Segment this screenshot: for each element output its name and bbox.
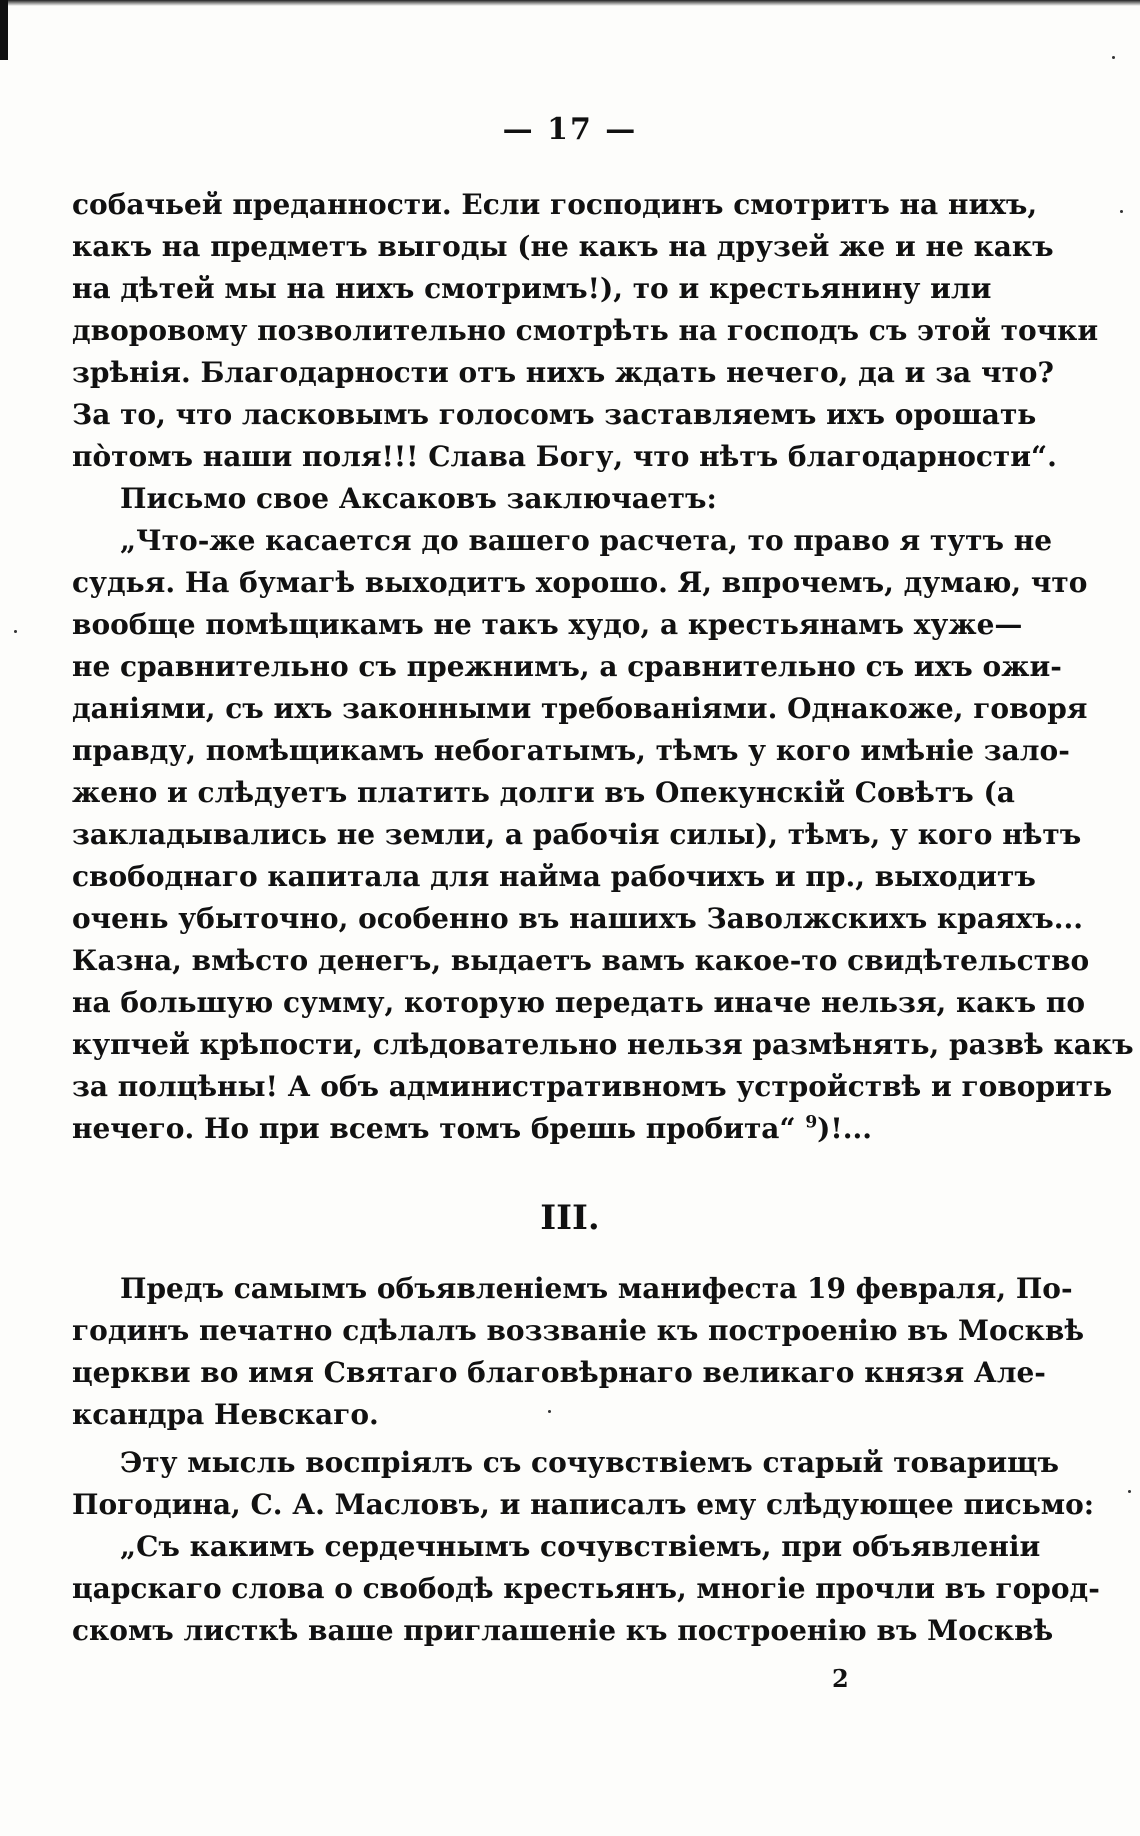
scan-edge-top bbox=[0, 0, 1140, 6]
text-line: на большую сумму, которую передать иначе нельзя, какъ по bbox=[72, 986, 1086, 1019]
scan-speck bbox=[14, 630, 17, 633]
quote-end-text: нечего. Но при всемъ томъ брешь пробита“ bbox=[72, 1112, 806, 1145]
text-line: царскаго слова о свободѣ крестьянъ, многіе прочли въ город- bbox=[72, 1572, 1100, 1605]
text-line: купчей крѣпости, слѣдовательно нельзя размѣнять, развѣ какъ bbox=[72, 1028, 1134, 1061]
text-line: вообще помѣщикамъ не такъ худо, а крестьянамъ хуже— bbox=[72, 608, 1023, 641]
scan-speck bbox=[1112, 56, 1115, 59]
quote-maslov bbox=[72, 1526, 1100, 1652]
section-heading: III. bbox=[540, 1198, 600, 1238]
text-line: Эту мысль воспріялъ съ сочувствіемъ старый товарищъ bbox=[120, 1446, 1059, 1479]
text-line: закладывались не земли, а рабочія силы), тѣмъ, у кого нѣтъ bbox=[72, 818, 1082, 851]
text-line: зрѣнія. Благодарности отъ нихъ ждать нечего, да и за что? bbox=[72, 356, 1054, 389]
paragraph-3 bbox=[72, 1268, 1085, 1436]
text-line: за полцѣны! А объ административномъ устройствѣ и говорить bbox=[72, 1070, 1113, 1103]
text-line: Предъ самымъ объявленіемъ манифеста 19 февраля, По- bbox=[120, 1272, 1073, 1305]
scan-edge-left bbox=[0, 0, 8, 60]
paragraph-1 bbox=[72, 184, 1099, 478]
paragraph-2 bbox=[72, 478, 932, 520]
scan-speck bbox=[1120, 210, 1123, 213]
text-line: годинъ печатно сдѣлалъ воззваніе къ построенію въ Москвѣ bbox=[72, 1314, 1085, 1347]
text-line: пòтомъ наши поля!!! Слава Богу, что нѣтъ благодарности“. bbox=[72, 440, 1057, 473]
text-line: очень убыточно, особенно въ нашихъ Заволжскихъ краяхъ... bbox=[72, 902, 1083, 935]
footnote-marker: 9 bbox=[805, 1112, 818, 1133]
text-line: не сравнительно съ прежнимъ, а сравнительно съ ихъ ожи- bbox=[72, 650, 1062, 683]
quote-end-tail: )!... bbox=[817, 1112, 872, 1145]
text-line: скомъ листкѣ ваше приглашеніе къ построенію въ Москвѣ bbox=[72, 1614, 1054, 1647]
text-line: собачьей преданности. Если господинъ смотритъ на нихъ, bbox=[72, 188, 1038, 221]
quote-aksakov bbox=[72, 520, 1134, 1150]
text-line: на дѣтей мы на нихъ смотримъ!), то и крестьянину или bbox=[72, 272, 992, 305]
text-line: даніями, съ ихъ законными требованіями. Однакоже, говоря bbox=[72, 692, 1088, 725]
text-line: За то, что ласковымъ голосомъ заставляемъ ихъ орошать bbox=[72, 398, 1037, 431]
signature-mark: 2 bbox=[832, 1664, 849, 1693]
text-line: Письмо свое Аксаковъ заключаетъ: bbox=[120, 482, 717, 515]
text-line: церкви во имя Святаго благовѣрнаго великаго князя Але- bbox=[72, 1356, 1046, 1389]
text-line: ксандра Невскаго. bbox=[72, 1398, 379, 1431]
text-line: какъ на предметъ выгоды (не какъ на друзей же и не какъ bbox=[72, 230, 1054, 263]
scan-speck bbox=[548, 1410, 551, 1413]
text-line-last bbox=[72, 1108, 932, 1150]
text-line: дворовому позволительно смотрѣть на господъ съ этой точки bbox=[72, 314, 1099, 347]
text-line: правду, помѣщикамъ небогатымъ, тѣмъ у кого имѣніе зало- bbox=[72, 734, 1070, 767]
page-number: — 17 — bbox=[502, 112, 638, 147]
text-line: свободнаго капитала для найма рабочихъ и пр., выходитъ bbox=[72, 860, 1036, 893]
scan-speck bbox=[1128, 1490, 1131, 1493]
text-line: Казна, вмѣсто денегъ, выдаетъ вамъ какое-то свидѣтельство bbox=[72, 944, 1090, 977]
paragraph-4 bbox=[72, 1442, 1095, 1526]
text-line: „Съ какимъ сердечнымъ сочувствіемъ, при объявленіи bbox=[120, 1530, 1041, 1563]
text-line: судья. На бумагѣ выходитъ хорошо. Я, впрочемъ, думаю, что bbox=[72, 566, 1088, 599]
text-line: „Что-же касается до вашего расчета, то право я тутъ не bbox=[120, 524, 1053, 557]
text-line: Погодина, С. А. Масловъ, и написалъ ему слѣдующее письмо: bbox=[72, 1488, 1095, 1521]
text-line: жено и слѣдуетъ платить долги въ Опекунскій Совѣтъ (а bbox=[72, 776, 1015, 809]
